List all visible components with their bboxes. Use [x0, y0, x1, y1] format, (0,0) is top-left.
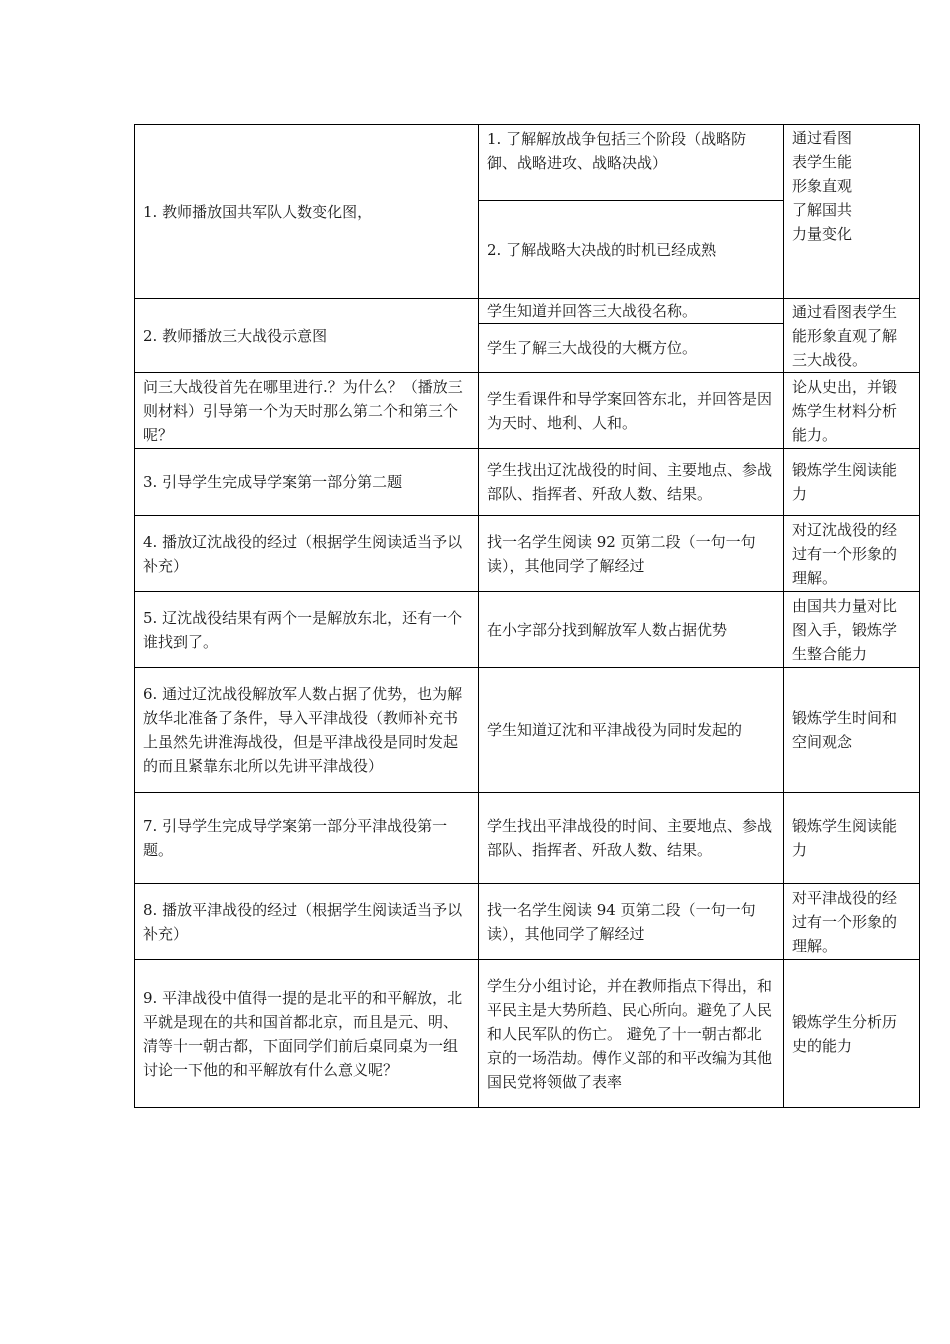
student-activity-cell: 学生知道辽沈和平津战役为同时发起的	[479, 668, 784, 793]
design-intent-cell: 通过看图表学生能形象直观了解国共力量变化	[784, 125, 920, 299]
student-activity-cell: 找一名学生阅读 92 页第二段（一句一句读），其他同学了解经过	[479, 516, 784, 592]
teacher-activity-cell: 问三大战役首先在哪里进行.？为什么？（播放三则材料）引导第一个为天时那么第二个和第三个呢？	[135, 373, 479, 449]
design-intent-cell: 对平津战役的经过有一个形象的理解。	[784, 884, 920, 960]
teacher-activity-cell: 6. 通过辽沈战役解放军人数占据了优势，也为解放华北准备了条件，导入平津战役（教师补充书上虽然先讲淮海战役，但是平津战役是同时发起的而且紧靠东北所以先讲平津战役）	[135, 668, 479, 793]
teacher-activity-cell: 4. 播放辽沈战役的经过（根据学生阅读适当予以补充）	[135, 516, 479, 592]
teacher-activity-cell: 5. 辽沈战役结果有两个一是解放东北，还有一个谁找到了。	[135, 592, 479, 668]
design-intent-cell: 锻炼学生时间和空间观念	[784, 668, 920, 793]
student-activity-cell: 学生看课件和导学案回答东北，并回答是因为天时、地利、人和。	[479, 373, 784, 449]
teacher-activity-cell: 8. 播放平津战役的经过（根据学生阅读适当予以补充）	[135, 884, 479, 960]
student-activity-cell: 在小字部分找到解放军人数占据优势	[479, 592, 784, 668]
design-intent-cell: 通过看图表学生能形象直观了解三大战役。	[784, 299, 920, 373]
teacher-activity-cell: 1. 教师播放国共军队人数变化图，	[135, 125, 479, 299]
teacher-activity-cell: 7. 引导学生完成导学案第一部分平津战役第一题。	[135, 793, 479, 884]
teacher-activity-cell: 9. 平津战役中值得一提的是北平的和平解放，北平就是现在的共和国首都北京，而且是元、明、清等十一朝古都，下面同学们前后桌同桌为一组讨论一下他的和平解放有什么意义呢？	[135, 960, 479, 1108]
lesson-plan-table	[134, 124, 920, 1108]
student-activity-cell: 2. 了解战略大决战的时机已经成熟	[479, 201, 784, 299]
student-activity-cell: 找一名学生阅读 94 页第二段（一句一句读），其他同学了解经过	[479, 884, 784, 960]
student-activity-cell: 学生找出辽沈战役的时间、主要地点、参战部队、指挥者、歼敌人数、结果。	[479, 449, 784, 516]
student-activity-cell: 学生找出平津战役的时间、主要地点、参战部队、指挥者、歼敌人数、结果。	[479, 793, 784, 884]
student-activity-cell: 学生了解三大战役的大概方位。	[479, 324, 784, 373]
design-intent-cell: 论从史出，并锻炼学生材料分析能力。	[784, 373, 920, 449]
design-intent-cell: 锻炼学生阅读能力	[784, 449, 920, 516]
teacher-activity-cell: 3. 引导学生完成导学案第一部分第二题	[135, 449, 479, 516]
student-activity-cell: 学生分小组讨论，并在教师指点下得出，和平民主是大势所趋、民心所向。避免了人民和人民军队的伤亡。 避免了十一朝古都北京的一场浩劫。傅作义部的和平改编为其他国民党将领做了表率	[479, 960, 784, 1108]
design-intent-cell: 由国共力量对比图入手，锻炼学生整合能力	[784, 592, 920, 668]
student-activity-cell: 1. 了解解放战争包括三个阶段（战略防御、战略进攻、战略决战）	[479, 125, 784, 201]
design-intent-cell: 锻炼学生分析历史的能力	[784, 960, 920, 1108]
teacher-activity-cell: 2. 教师播放三大战役示意图	[135, 299, 479, 373]
design-intent-cell: 对辽沈战役的经过有一个形象的理解。	[784, 516, 920, 592]
student-activity-cell: 学生知道并回答三大战役名称。	[479, 299, 784, 324]
design-intent-cell: 锻炼学生阅读能力	[784, 793, 920, 884]
